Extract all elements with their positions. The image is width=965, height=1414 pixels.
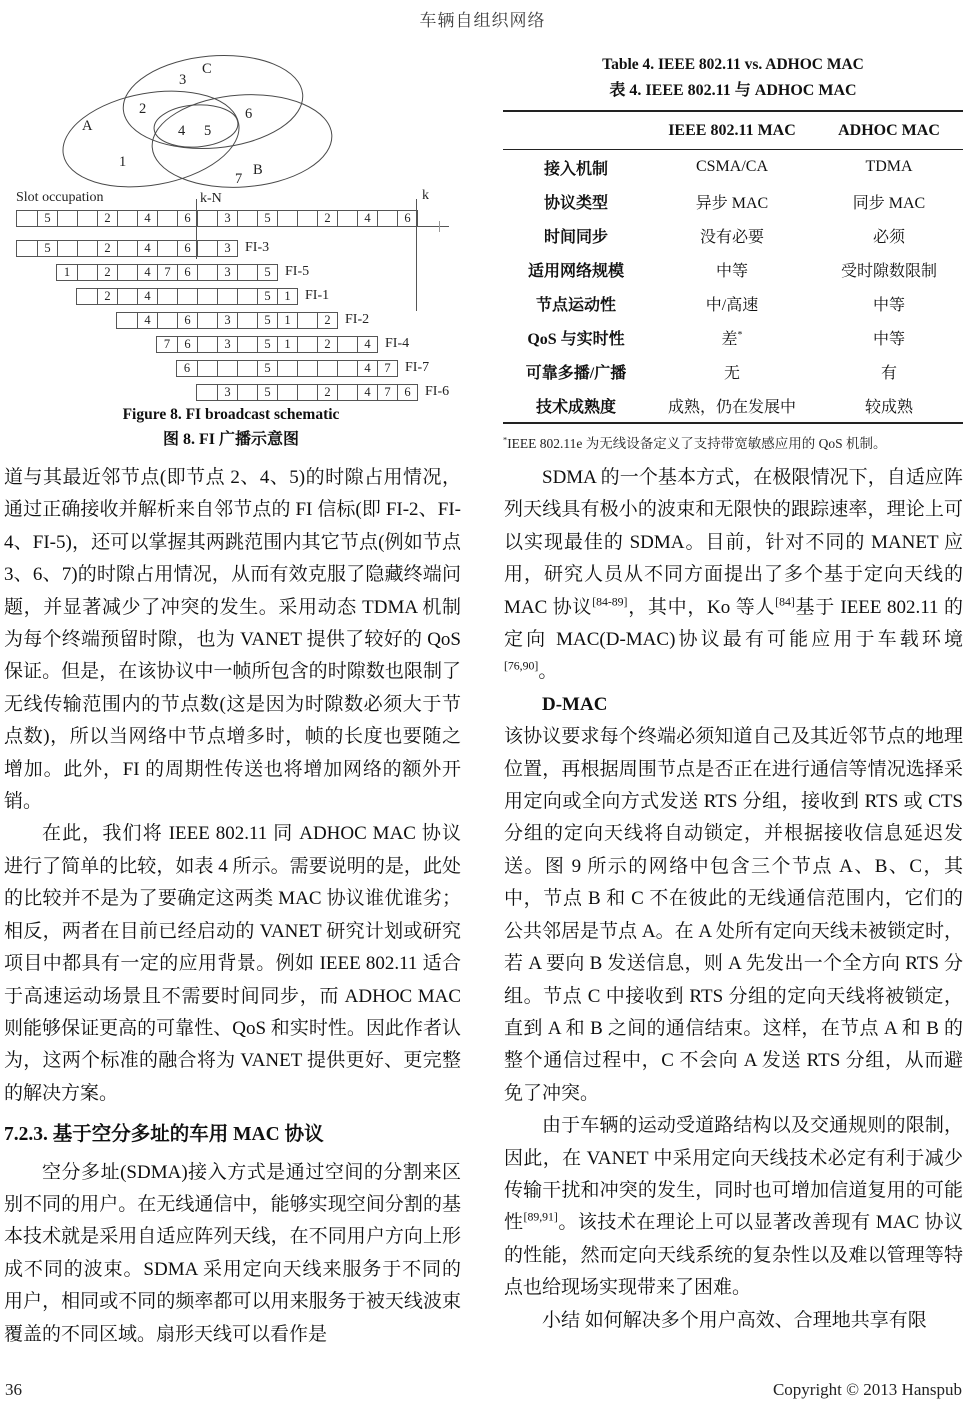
slot-cell [117, 265, 137, 280]
slot-cell [237, 337, 257, 352]
slot-cell [377, 211, 397, 226]
slot-cell: 2 [97, 211, 117, 226]
slot-cell: 5 [257, 337, 277, 352]
slot-cell [197, 211, 217, 226]
cell-ieee80211: 无 [723, 364, 740, 382]
venn-node-6: 6 [245, 106, 253, 122]
slot-cell [77, 289, 97, 304]
right-text-column [504, 462, 963, 1337]
figure8-caption-en: Figure 8. FI broadcast schematic [122, 406, 340, 423]
venn-label-b: B [253, 162, 263, 178]
table-row [503, 252, 963, 286]
slot-cell [337, 361, 357, 376]
slot-cell: 5 [257, 211, 277, 226]
slot-cell [197, 361, 217, 376]
k-label: k [422, 188, 429, 203]
venn-node-3: 3 [179, 72, 187, 88]
body-paragraph: 在此，我们将 IEEE 802.11 同 ADHOC MAC 协议进行了简单的比较，如表 4 所示。需要说明的是，此处的比较并不是为了要确定这两类 MAC 协议谁优谁劣；相反，两者在目前已经启动的 VANET 研究计划或研究项目中都具有一定的应用背景。例如 IEEE 802.11 适合于高速运动场景且不需要时间同步，而 ADHOC MAC 则能够保证更高的可靠性、QoS 和实时性。因此作者认为，这两个标准的融合将为 VANET 提供更好、更完整的解决方案。 [4, 823, 461, 1104]
slot-cell: 2 [97, 289, 117, 304]
slot-cell: 1 [63, 265, 71, 279]
slot-cell: 6 [177, 313, 197, 328]
slot-cell: 6 [177, 337, 197, 352]
slot-cell [237, 313, 257, 328]
table4-title-en: Table 4. IEEE 802.11 vs. ADHOC MAC [602, 56, 864, 73]
slot-cell [297, 313, 317, 328]
slot-cell [197, 265, 217, 280]
slot-cell: 5 [257, 289, 277, 304]
slot-cell [57, 211, 77, 226]
slot-cell: 2 [97, 241, 117, 256]
body-paragraph: 由于车辆的运动受道路结构以及交通规则的限制，因此，在 VANET 中采用定向天线技术必定有利于减少传输干扰和冲突的发生，同时也可增加信道复用的可能性[89,91]。该技术在理论上可以显著改善现有 MAC 协议的性能，然而定向天线系统的复杂性以及难以管理等特点也给现场实现带来了困难。 [504, 1115, 963, 1299]
cell-adhocmac: 较成熟 [864, 398, 913, 416]
slot-cell [17, 211, 37, 226]
slot-cell: 1 [277, 289, 297, 304]
slot-cell [197, 313, 217, 328]
row-label: 接入机制 [543, 160, 608, 178]
body-paragraph: 该协议要求每个终端必须知道自己及其近邻节点的地理位置，再根据周围节点是否正在进行通信等情况选择采用定向或全向方式发送 RTS 分组，接收到 RTS 或 CTS 分组的定向天线将自动锁定，并根据接收信息延迟发送。图 9 所示的网络中包含三个节点 A、B、C，其中，节点 B 和 C 不在彼此的无线通信范围内，它们的公共邻居是节点 A。在 A 处所有定向天线未被锁定时，若 A 要向 B 发送信息，则 A 先发出一个全方向 RTS 分组。节点 C 中接收到 RTS 分组的定向天线将被锁定，直到 A 和 B 之间的通信结束。这样，在节点 A 和 B 的整个通信过程中，C 不会向 A 发送 RTS 分组，从而避免了冲突。 [504, 726, 963, 1104]
slot-cell [317, 361, 337, 376]
slot-cell: 6 [177, 241, 197, 256]
table-row [503, 286, 963, 320]
body-paragraph: 道与其最近邻节点(即节点 2、4、5)的时隙占用情况，通过正确接收并解析来自邻节点的 FI 信标(即 FI-2、FI-4、FI-5)，还可以掌握其两跳范围内其它节点(例如节点 3、6、7)的时隙占用情况，从而有效克服了隐藏终端问题，并显著减少了冲突的发生。采用动态 TDMA 机制为每个终端预留时隙，也为 VANET 提供了较好的 QoS 保证。但是，在该协议中一帧所包含的时隙数也限制了无线传输范围内的节点数(这是因为时隙数必须大于节点数)，所以当网络中节点增多时，帧的长度也要随之增加。此外，FI 的周期性传送也将增加网络的额外开销。 [4, 467, 461, 813]
slot-cell: 2 [317, 337, 337, 352]
row-label: 技术成熟度 [535, 398, 616, 416]
body-paragraph: SDMA 的一个基本方式，在极限情况下，自适应阵列天线具有极小的波束和无限快的跟踪速率，理论上可以实现最佳的 SDMA。目前，针对不同的 MANET 应用，研究人员从不同方面提出了多个基于定向天线的 MAC 协议[84-89]，其中，Ko 等人[84]基于 IEEE 802.11 的定向 MAC(D-MAC)协议最有可能应用于车载环境[76,90]。 [504, 467, 963, 683]
slot-cell [297, 385, 317, 400]
slot-cell: 5 [257, 385, 277, 400]
venn-node-2: 2 [139, 101, 147, 117]
slot-cell [337, 337, 357, 352]
slot-cell [237, 211, 257, 226]
body-paragraph: 小结 如何解决多个用户高效、合理地共享有限 [542, 1309, 927, 1331]
venn-node-5: 5 [204, 123, 212, 139]
table4-footnote: *IEEE 802.11e 为无线设备定义了支持带宽敏感应用的 QoS 机制。 [503, 435, 887, 451]
slot-cell [197, 289, 217, 304]
fi-row-fi-3 [16, 240, 238, 257]
cell-ieee80211: 成熟，仍在发展中 [667, 398, 796, 416]
figure8-caption-zh: 图 8. FI 广播示意图 [162, 431, 299, 448]
slot-cell [17, 241, 37, 256]
table4-title-zh: 表 4. IEEE 802.11 与 ADHOC MAC [609, 82, 857, 99]
slot-cell [197, 385, 217, 400]
kn-label: k-N [200, 191, 222, 206]
venn-node-7: 7 [235, 171, 243, 187]
slot-cell [157, 211, 177, 226]
slot-cell: 4 [137, 313, 157, 328]
slot-cell [237, 361, 257, 376]
table4 [503, 110, 963, 424]
body-paragraph: 空分多址(SDMA)接入方式是通过空间的分割来区别不同的用户。在无线通信中，能够实现空间分割的基本技术就是采用自适应阵列天线，在不同用户方向上形成不同的波束。SDMA 采用定向天线来服务于不同的用户，相同或不同的频率都可以用来服务于被天线波束覆盖的不同区域。扇形天线可以看作是 [4, 1161, 461, 1345]
row-label: 协议类型 [543, 194, 608, 212]
cell-adhocmac: 同步 MAC [852, 194, 926, 212]
page-header-title: 车辆自组织网络 [419, 11, 546, 30]
slot-cell [177, 289, 197, 304]
slot-timeline-row [16, 210, 418, 227]
row-label: QoS 与实时性 [527, 330, 625, 348]
slot-cell: 5 [257, 313, 277, 328]
slot-cell [237, 385, 257, 400]
cell-adhocmac: 有 [880, 364, 897, 382]
slot-cell [117, 289, 137, 304]
slot-cell [277, 361, 297, 376]
fi-row-label: FI-1 [305, 288, 330, 303]
fi-row-label: FI-7 [405, 360, 430, 375]
slot-cell: 1 [277, 313, 297, 328]
table-row [503, 354, 963, 388]
cell-ieee80211: 中/高速 [705, 296, 759, 314]
row-label: 时间同步 [543, 228, 608, 246]
table-row [503, 320, 963, 354]
venn-label-c: C [202, 61, 212, 77]
venn-label-a: A [82, 118, 93, 134]
slot-occupation-label: Slot occupation [16, 190, 104, 205]
section-heading: 7.2.3. 基于空分多址的车用 MAC 协议 [4, 1124, 324, 1146]
slot-cell: 2 [317, 313, 337, 328]
table-row [503, 388, 963, 423]
slot-cell: 5 [257, 361, 277, 376]
cell-adhocmac: 必须 [872, 228, 905, 246]
slot-cell [197, 337, 217, 352]
cell-adhocmac: TDMA [865, 158, 913, 175]
slot-cell [77, 211, 97, 226]
slot-cell: 2 [317, 385, 337, 400]
fi-row-label: FI-6 [425, 384, 450, 399]
slot-cell: 7 [163, 337, 171, 351]
fi-row-label: FI-2 [345, 312, 370, 327]
slot-cell: 3 [217, 241, 237, 256]
venn-ellipse-center [153, 102, 240, 150]
slot-cell [117, 241, 137, 256]
slot-cell: 3 [217, 265, 237, 280]
cell-adhocmac: 受时隙数限制 [840, 262, 937, 280]
slot-cell: 6 [183, 361, 191, 375]
fi-row-fi-7 [176, 360, 398, 377]
slot-cell: 6 [397, 211, 417, 226]
slot-cell: 6 [397, 385, 417, 400]
slot-cell: 7 [157, 265, 177, 280]
venn-ellipse-c [119, 48, 306, 155]
table4-header-adhoc: ADHOC MAC [838, 121, 940, 139]
slot-cell [157, 241, 177, 256]
slot-cell [77, 241, 97, 256]
slot-cell [77, 265, 97, 280]
slot-cell [277, 385, 297, 400]
slot-cell [157, 289, 177, 304]
slot-cell: 4 [137, 289, 157, 304]
row-label: 节点运动性 [535, 296, 616, 314]
slot-cell [337, 211, 357, 226]
venn-diagram [0, 40, 460, 208]
fi-row-fi-5 [56, 264, 278, 281]
table-row [503, 218, 963, 252]
slot-cell: 7 [377, 385, 397, 400]
slot-cell: 2 [97, 265, 117, 280]
cell-ieee80211: 没有必要 [699, 228, 764, 246]
fi-row-fi-2 [116, 312, 338, 329]
slot-cell [57, 241, 77, 256]
slot-cell: 4 [137, 265, 157, 280]
cell-ieee80211: 差* [721, 329, 743, 348]
slot-cell [217, 289, 237, 304]
slot-cell [297, 337, 317, 352]
cell-adhocmac: 中等 [872, 330, 905, 348]
slot-cell: 4 [357, 337, 377, 352]
slot-cell: 1 [277, 337, 297, 352]
slot-cell: 5 [37, 241, 57, 256]
venn-node-1: 1 [119, 154, 127, 170]
table4-header-empty [503, 111, 649, 150]
axis-extension-line [416, 226, 449, 227]
slot-cell: 5 [37, 211, 57, 226]
row-label: 可靠多播/广播 [525, 364, 627, 382]
left-text-column [4, 462, 461, 1351]
fi-row-fi-1 [76, 288, 298, 305]
slot-cell: 2 [317, 211, 337, 226]
slot-cell [157, 313, 177, 328]
slot-cell: 3 [217, 385, 237, 400]
copyright-notice: Copyright © 2013 Hanspub [772, 1380, 962, 1399]
slot-cell: 6 [177, 265, 197, 280]
slot-cell [237, 289, 257, 304]
fi-row-label: FI-5 [285, 264, 310, 279]
slot-cell: 4 [357, 361, 377, 376]
axis-tick [439, 221, 440, 232]
slot-cell [117, 313, 137, 328]
slot-cell: 4 [137, 241, 157, 256]
fi-row-fi-4 [156, 336, 378, 353]
venn-node-4: 4 [178, 123, 186, 139]
slot-cell: 5 [257, 265, 277, 280]
slot-cell: 4 [137, 211, 157, 226]
slot-cell: 4 [357, 385, 377, 400]
cell-ieee80211: CSMA/CA [695, 158, 769, 175]
slot-cell [237, 265, 257, 280]
slot-cell [197, 241, 217, 256]
slot-cell [297, 361, 317, 376]
slot-cell: 4 [357, 211, 377, 226]
slot-cell: 3 [217, 313, 237, 328]
fi-row-label: FI-3 [245, 240, 270, 255]
cell-adhocmac: 中等 [872, 296, 905, 314]
slot-cell: 6 [177, 211, 197, 226]
table-row [503, 150, 963, 185]
slot-cell: 7 [377, 361, 397, 376]
fi-row-fi-6 [196, 384, 418, 401]
row-label: 适用网络规模 [527, 262, 624, 280]
table4-header-ieee: IEEE 802.11 MAC [668, 121, 796, 139]
page-number: 36 [5, 1380, 22, 1399]
slot-cell [297, 211, 317, 226]
table4-header-row [503, 111, 963, 150]
slot-cell [217, 361, 237, 376]
cell-ieee80211: 中等 [715, 262, 748, 280]
slot-cell: 3 [217, 211, 237, 226]
slot-cell [117, 211, 137, 226]
fi-row-label: FI-4 [385, 336, 410, 351]
table-row [503, 184, 963, 218]
slot-cell [337, 385, 357, 400]
cell-ieee80211: 异步 MAC [695, 194, 769, 212]
slot-cell [277, 211, 297, 226]
slot-cell: 3 [217, 337, 237, 352]
subheading: D-MAC [542, 693, 608, 715]
